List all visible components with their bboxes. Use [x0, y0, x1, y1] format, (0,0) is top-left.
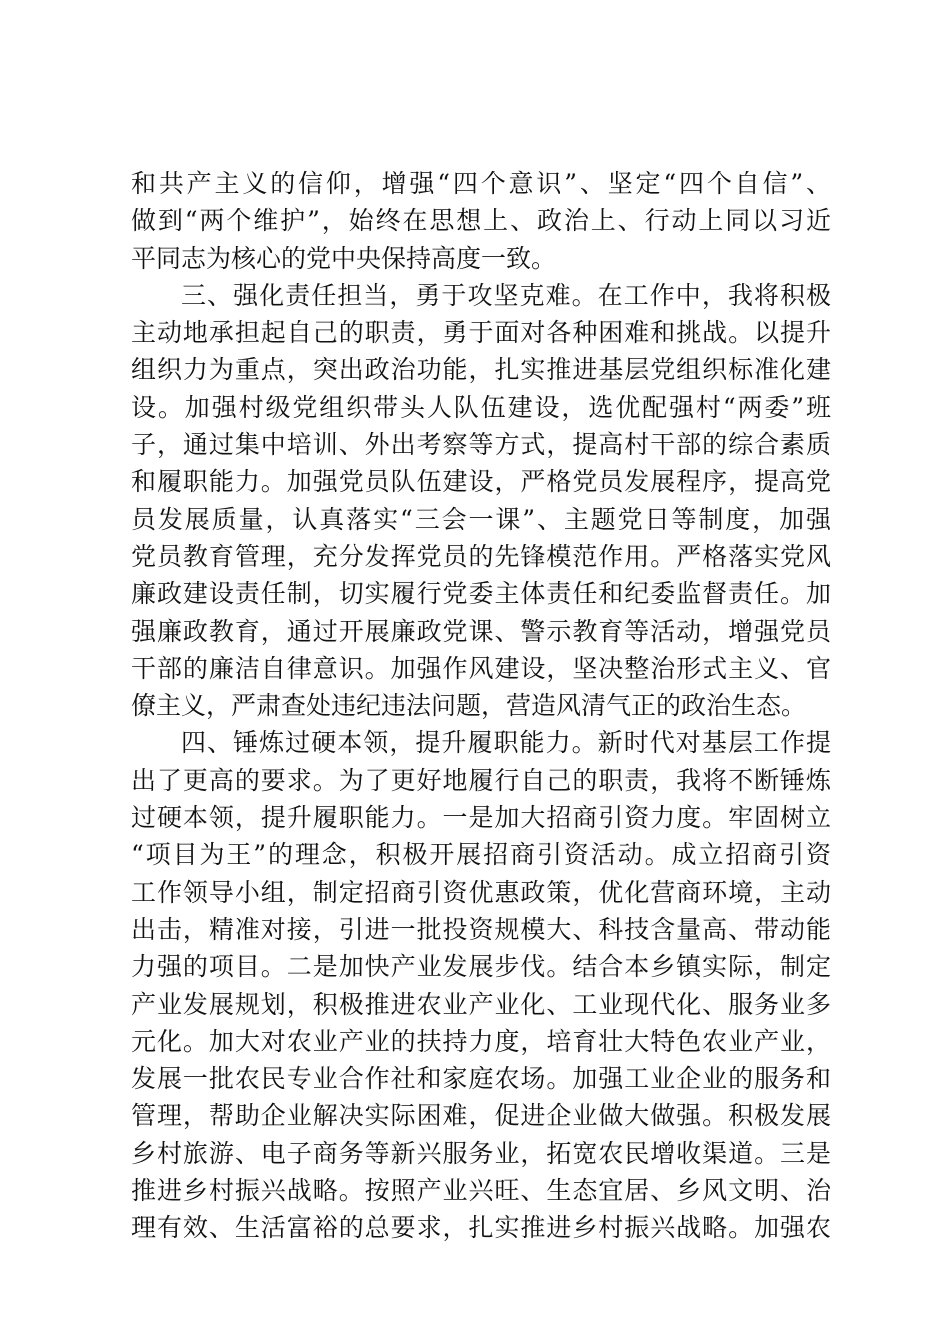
- text-line: 和履职能力。加强党员队伍建设，严格党员发展程序，提高党: [131, 467, 831, 497]
- text-line: “项目为王”的理念，积极开展招商引资活动。成立招商引资: [131, 840, 831, 870]
- text-line: 理有效、生活富裕的总要求，扎实推进乡村振兴战略。加强农: [131, 1213, 831, 1243]
- body-text: [131, 165, 831, 1247]
- text-line: 强廉政教育，通过开展廉政党课、警示教育等活动，增强党员: [131, 616, 831, 646]
- text-line: 四、锤炼过硬本领，提升履职能力。新时代对基层工作提: [181, 728, 831, 758]
- text-line: 做到“两个维护”，始终在思想上、政治上、行动上同以习近: [131, 206, 831, 236]
- text-line: 党员教育管理，充分发挥党员的先锋模范作用。严格落实党风: [131, 541, 831, 571]
- text-line: 三、强化责任担当，勇于攻坚克难。在工作中，我将积极: [181, 280, 831, 310]
- text-line: 管理，帮助企业解决实际困难，促进企业做大做强。积极发展: [131, 1101, 831, 1131]
- text-line: 员发展质量，认真落实“三会一课”、主题党日等制度，加强: [131, 504, 831, 534]
- text-line: 乡村旅游、电子商务等新兴服务业，拓宽农民增收渠道。三是: [131, 1138, 831, 1168]
- text-line: 干部的廉洁自律意识。加强作风建设，坚决整治形式主义、官: [131, 653, 831, 683]
- text-line: 出了更高的要求。为了更好地履行自己的职责，我将不断锤炼: [131, 765, 831, 795]
- text-line: 发展一批农民专业合作社和家庭农场。加强工业企业的服务和: [131, 1064, 831, 1094]
- text-line: 产业发展规划，积极推进农业产业化、工业现代化、服务业多: [131, 989, 831, 1019]
- text-line: 廉政建设责任制，切实履行党委主体责任和纪委监督责任。加: [131, 579, 831, 609]
- text-line: 过硬本领，提升履职能力。一是加大招商引资力度。牢固树立: [131, 803, 831, 833]
- text-line: 设。加强村级党组织带头人队伍建设，选优配强村“两委”班: [131, 392, 831, 422]
- text-line: 子，通过集中培训、外出考察等方式，提高村干部的综合素质: [131, 430, 831, 460]
- text-line: 出击，精准对接，引进一批投资规模大、科技含量高、带动能: [131, 914, 831, 944]
- text-line: 推进乡村振兴战略。按照产业兴旺、生态宜居、乡风文明、治: [131, 1176, 831, 1206]
- text-line: 平同志为核心的党中央保持高度一致。: [131, 243, 557, 273]
- text-line: 和共产主义的信仰，增强“四个意识”、坚定“四个自信”、: [131, 169, 831, 198]
- text-line: 主动地承担起自己的职责，勇于面对各种困难和挑战。以提升: [131, 318, 831, 348]
- text-line: 僚主义，严肃查处违纪违法问题，营造风清气正的政治生态。: [131, 691, 807, 721]
- text-line: 工作领导小组，制定招商引资优惠政策，优化营商环境，主动: [131, 877, 831, 907]
- text-line: 元化。加大对农业产业的扶持力度，培育壮大特色农业产业，: [131, 1026, 831, 1056]
- text-line: 组织力为重点，突出政治功能，扎实推进基层党组织标准化建: [131, 355, 831, 385]
- text-line: 力强的项目。二是加快产业发展步伐。结合本乡镇实际，制定: [131, 952, 831, 982]
